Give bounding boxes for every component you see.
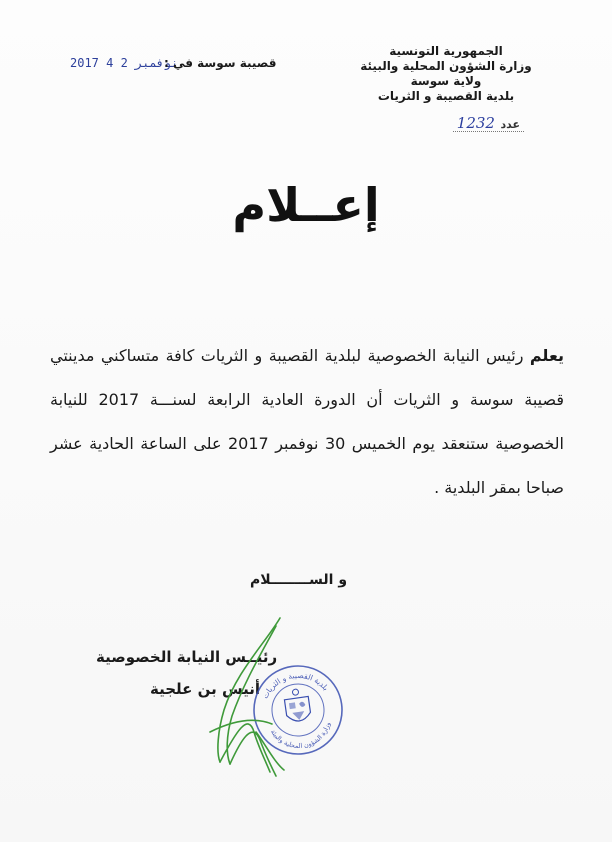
place-label: قصيبة سوسة في : <box>164 56 277 70</box>
signatory-title: رئيــس النيابة الخصوصية <box>96 648 278 666</box>
letterhead-line-republic: الجمهورية التونسية <box>389 44 503 58</box>
signatory-name: أنيس بن علجية <box>150 680 261 698</box>
document-title: إعــلام <box>232 178 380 232</box>
letterhead-line-municipality: بلدية القصيبة و الثريات <box>377 89 515 103</box>
letterhead-line-ministry: وزارة الشؤون المحلية والبيئة <box>360 59 532 73</box>
closing-greeting: و الســــــــلام <box>250 572 348 588</box>
reference-underline <box>453 131 524 132</box>
reference-value: 1232 <box>456 114 495 132</box>
date-stamp: 2017 نوفمبر 2 4 <box>70 56 179 70</box>
handwritten-signature-icon <box>196 612 306 782</box>
stamp-top-text: بلدية القصيبة و الثريات <box>260 670 331 701</box>
letterhead-line-governorate: ولاية سوسة <box>410 74 482 88</box>
announcement-lead: يعلم <box>529 346 564 365</box>
announcement-text: رئيس النيابة الخصوصية لبلدية القصيبة و الثريات كافة متساكني مدينتي قصيبة سوسة و الثريات أن الدورة العادية الرابعة لسنـــة 2017 للنيابة الخصوصية ستنعقد يوم الخميس 30 نوفمبر 2017 على الساعة الحادية عشر صباحا بمقر البلدية . <box>50 346 565 497</box>
reference-prefix: عدد <box>500 118 520 131</box>
reference-number <box>457 114 520 132</box>
stamp-bottom-text: وزارة الشؤون المحلية والبيئة <box>268 721 333 750</box>
letterhead <box>336 44 556 104</box>
announcement-body <box>50 334 564 510</box>
